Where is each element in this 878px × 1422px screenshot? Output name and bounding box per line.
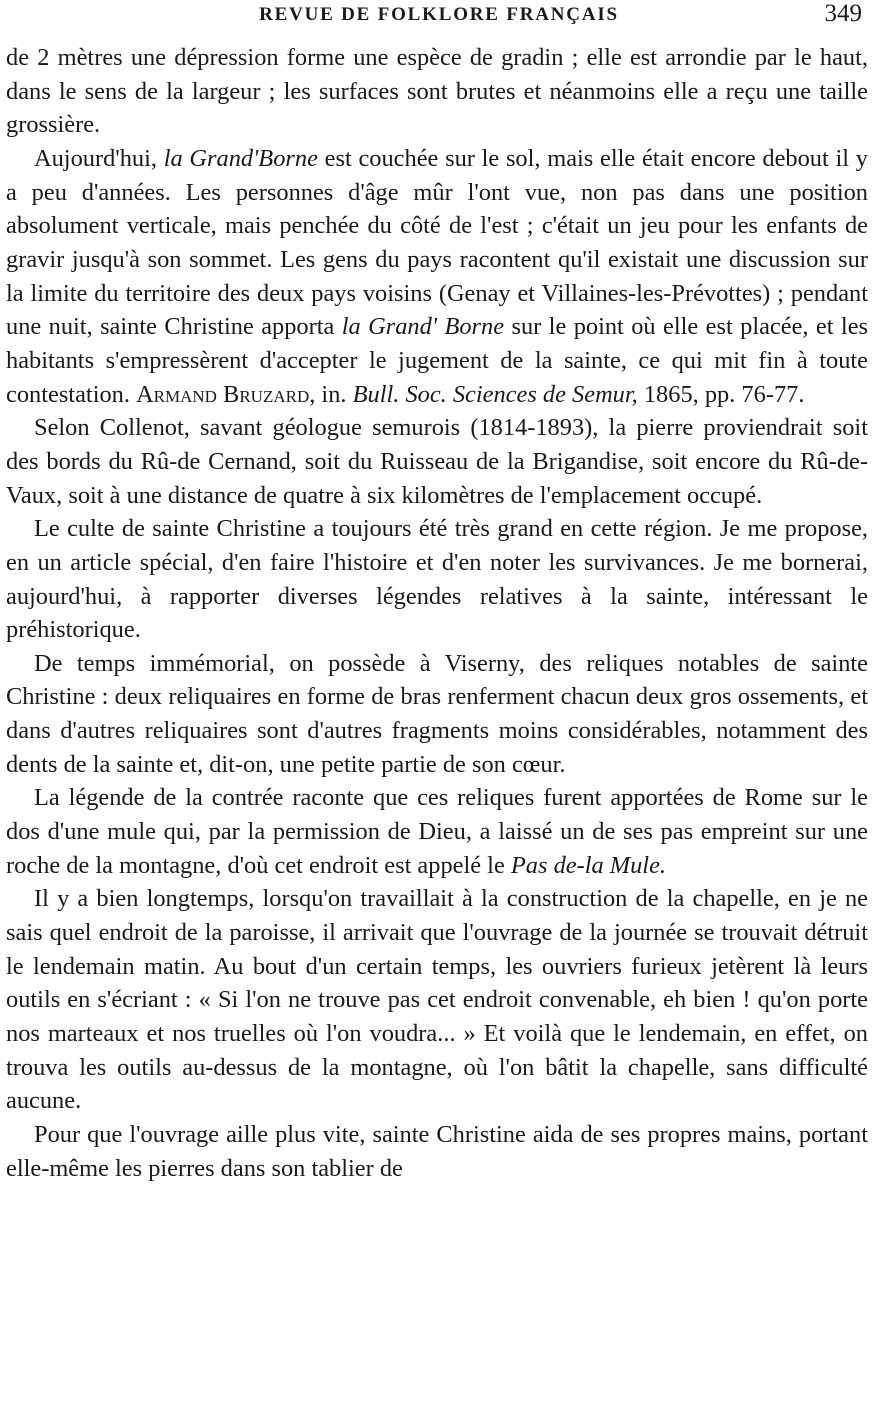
paragraph-text: sur le point où elle est placée, et les habitants s'empressèrent d'accepter le jugement de la sainte, ce qui mit fin à toute contestation. xyxy=(6,313,869,408)
paragraph-6 xyxy=(6,781,868,882)
citation-author: Armand Bruzard xyxy=(136,380,310,408)
paragraph-text: est couchée sur le sol, mais elle était encore debout il y a peu d'années. Les personnes d'âge mûr l'ont vue, non pas dans une position absolument verticale, mais penchée du côté de l'est ; c'était un jeu pour les enfants de gravir jusqu'à son sommet. Les gens du pays racontent qu'il existait une discussion sur la limite du territoire des deux pays voisins (Genay et Villaines-les-Prévottes) ; pendant une nuit, sainte Christine apporta xyxy=(6,144,868,341)
paragraph-text: Selon Collenot, savant géologue semurois (1814-1893), la pierre proviendrait soit des bords du Rû-de Cernand, soit du Ruisseau de la Brigandise, soit encore du Rû-de-Vaux, soit à une distance de quatre à six kilomètres de l'emplacement occupé. xyxy=(6,414,868,509)
italic-term: Pas de-la Mule. xyxy=(510,851,666,879)
paragraph-2 xyxy=(6,142,868,411)
page-number: 349 xyxy=(824,0,862,27)
paragraph-text: , in. xyxy=(309,380,353,408)
running-title: REVUE DE FOLKLORE FRANÇAIS xyxy=(259,4,619,25)
paragraph-text: 1865, pp. 76-77. xyxy=(637,380,805,408)
paragraph-text: Le culte de sainte Christine a toujours été très grand en cette région. Je me propose, en un article spécial, d'en faire l'histoire et d'en noter les survivances. Je me bornerai, aujourd'hui, à rapporter diverses légendes relatives à la sainte, intéressant le préhistorique. xyxy=(6,515,868,644)
italic-term: la Grand' Borne xyxy=(341,313,505,341)
paragraph-text: Pour que l'ouvrage aille plus vite, sainte Christine aida de ses propres mains, portant elle-même les pierres dans son tablier de xyxy=(6,1121,868,1182)
citation-source: Bull. Soc. Sciences de Semur, xyxy=(352,380,638,408)
paragraph-text: Aujourd'hui, xyxy=(34,144,164,172)
paragraph-text: De temps immémorial, on possède à Viserny, des reliques notables de sainte Christine : deux reliquaires en forme de bras renferment chacun deux gros ossements, et dans d'autres reliquaires sont d'autres fragments moins considérables, notamment des dents de la sainte et, dit-on, une petite partie de son cœur. xyxy=(6,649,868,778)
paragraph-4 xyxy=(6,512,868,647)
paragraph-text: Il y a bien longtemps, lorsqu'on travaillait à la construction de la chapelle, en je ne sais quel endroit de la paroisse, il arrivait que l'ouvrage de la journée se trouvait détruit le lendemain matin. Au bout d'un certain temps, les ouvriers furieux jetèrent là leurs outils en s'écriant : « Si l'on ne trouve pas cet endroit convenable, eh bien ! qu'on porte nos marteaux et nos truelles où l'on voudra... » Et voilà que le lendemain, en effet, on trouva les outils au-dessus de la montagne, où l'on bâtit la chapelle, sans difficulté aucune. xyxy=(6,885,868,1115)
body-text xyxy=(6,41,868,1185)
paragraph-7 xyxy=(6,882,868,1118)
running-header xyxy=(0,0,878,30)
paragraph-text: de 2 mètres une dépression forme une espèce de gradin ; elle est arrondie par le haut, dans le sens de la largeur ; les surfaces sont brutes et néanmoins elle a reçu une taille grossière. xyxy=(6,44,868,139)
paragraph-text: La légende de la contrée raconte que ces reliques furent apportées de Rome sur le dos d'une mule qui, par la permission de Dieu, a laissé un de ses pas empreint sur une roche de la montagne, d'où cet endroit est appelé le xyxy=(6,784,868,879)
paragraph-3 xyxy=(6,411,868,512)
paragraph-1 xyxy=(6,41,868,142)
italic-term: la Grand'Borne xyxy=(163,144,318,172)
paragraph-8 xyxy=(6,1118,868,1185)
paragraph-5 xyxy=(6,647,868,782)
